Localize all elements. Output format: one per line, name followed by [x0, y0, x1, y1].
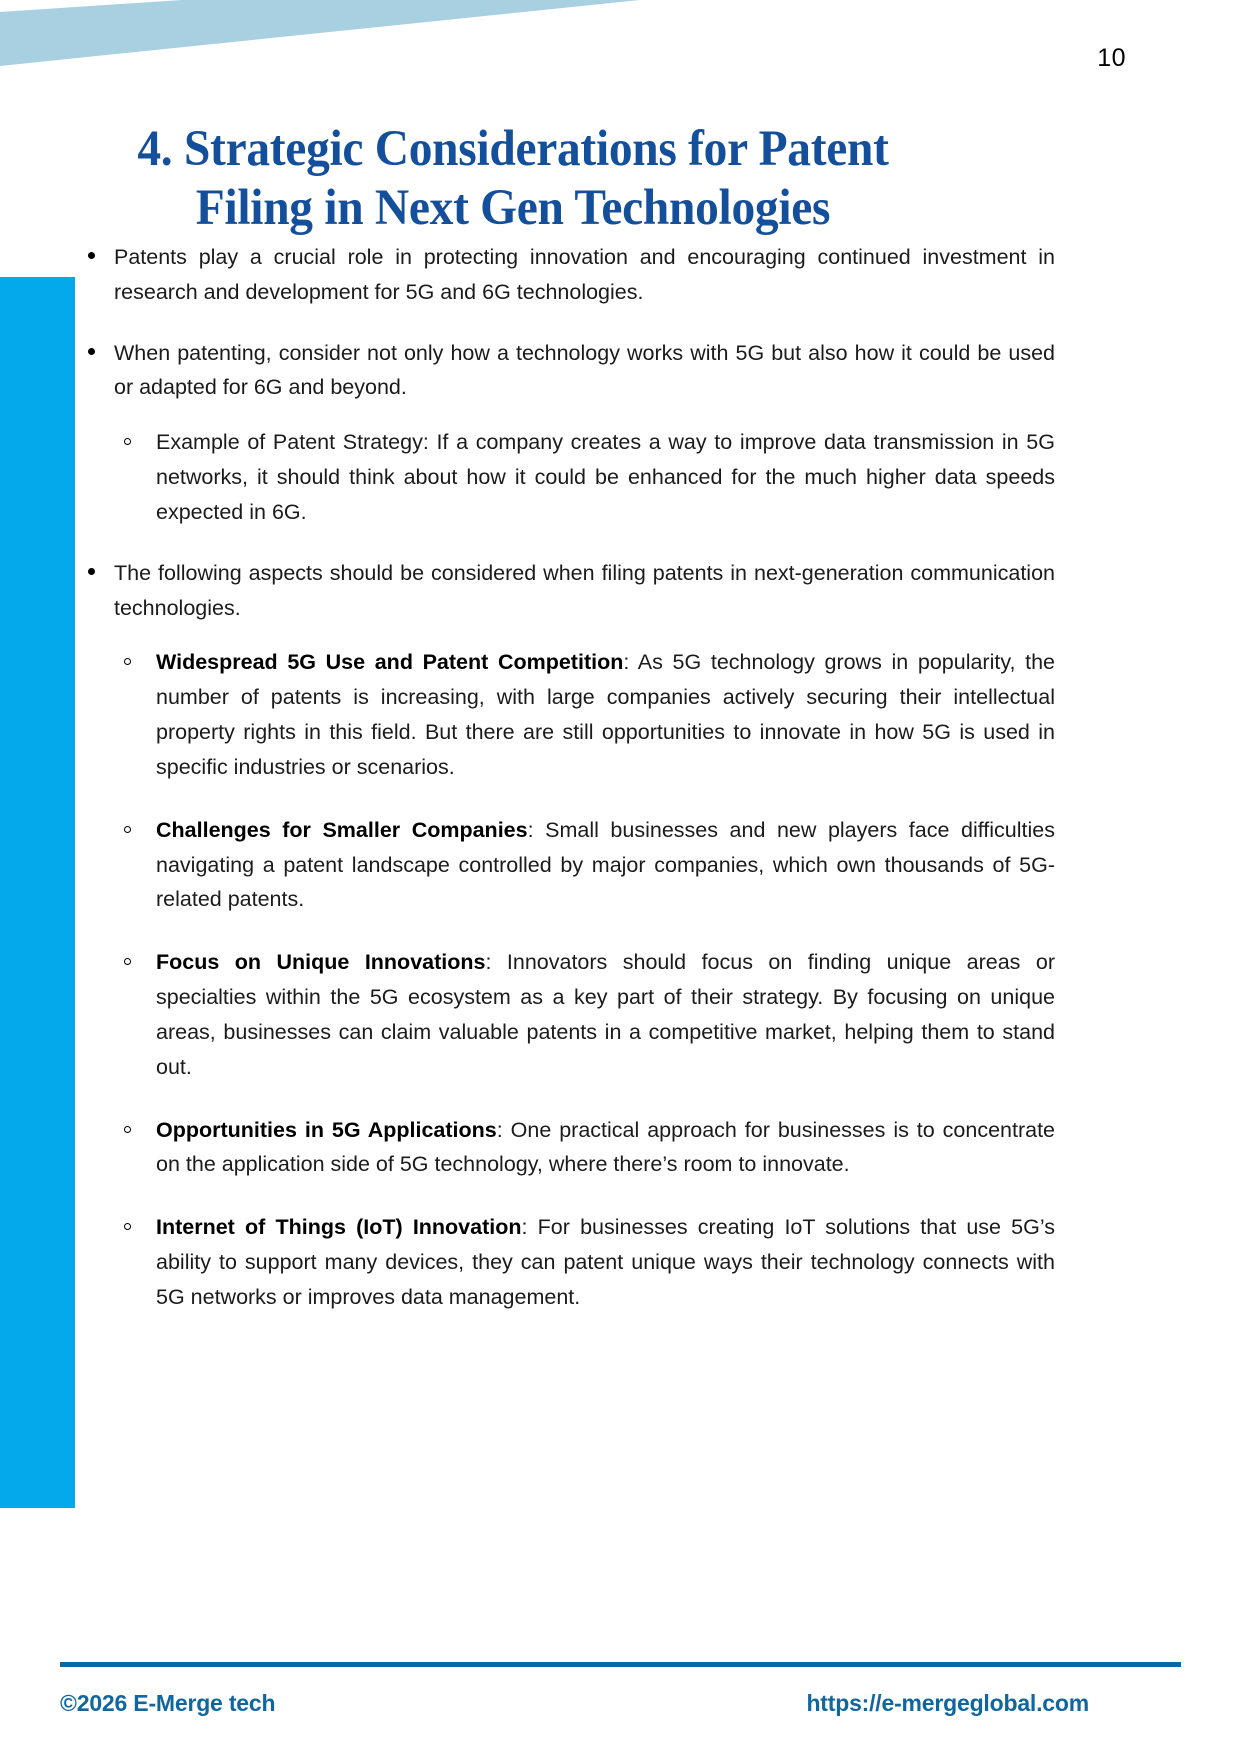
page-title — [48, 120, 978, 238]
list-item — [78, 556, 1055, 1315]
sub-bullet-lead: Focus on Unique Innovations — [156, 950, 486, 975]
list-item — [114, 1113, 1055, 1183]
sub-bullet-text — [156, 1210, 1055, 1314]
sub-bullet-body: : Small businesses and new players face difficulties navigating a patent landscape controlled by major companies, which own thousands of 5G-related patents. — [156, 817, 1055, 912]
bullet-circle-icon — [124, 958, 131, 965]
footer-copyright: ©2026 E-Merge tech — [60, 1690, 276, 1716]
bullet-text-1: Patents play a crucial role in protecting innovation and encouraging continued investment in research and development for 5G and 6G technologies. — [114, 245, 1055, 304]
bullet-text-3: The following aspects should be considered when filing patents in next-generation communication technologies. — [114, 560, 1055, 620]
page-number: 10 — [1097, 44, 1126, 72]
bullet-circle-icon — [124, 1223, 131, 1230]
footer-website-link[interactable]: https://e-mergeglobal.com — [806, 1690, 1089, 1716]
page-title-line-1: 4. Strategic Considerations for Patent — [137, 121, 889, 178]
list-item — [78, 240, 1055, 310]
bullet-circle-icon — [124, 826, 131, 833]
sub-bullet-text-example-strategy: Example of Patent Strategy: If a company creates a way to improve data transmission in 5G networks, it should think about how it could be enhanced for the much higher data speeds expected in 6G. — [156, 430, 1055, 524]
sub-bullet-lead: Internet of Things (IoT) Innovation — [156, 1215, 522, 1240]
corner-decoration-band — [0, 0, 640, 66]
bullet-circle-icon — [124, 658, 131, 665]
page-title-line-2: Filing in Next Gen Technologies — [195, 180, 831, 237]
sub-bullet-text — [156, 945, 1055, 1084]
left-accent-bar — [0, 277, 75, 1508]
bullet-disc-icon — [88, 568, 95, 575]
list-item — [114, 945, 1055, 1084]
list-item — [114, 645, 1055, 784]
list-item — [114, 425, 1055, 529]
sub-bullet-list-2 — [114, 645, 1055, 1314]
bullet-circle-icon — [124, 1126, 131, 1133]
sub-bullet-text — [156, 813, 1055, 917]
sub-bullet-lead: Opportunities in 5G Applications — [156, 1117, 497, 1142]
sub-bullet-body: : For businesses creating IoT solutions that use 5G’s ability to support many devices, they can patent unique ways their technology connects with 5G networks or improves data management. — [156, 1215, 1055, 1309]
list-item — [114, 813, 1055, 917]
sub-bullet-body: : One practical approach for businesses is to concentrate on the application side of 5G technology, where there’s room to innovate. — [156, 1117, 1056, 1177]
top-level-bullet-list — [78, 240, 1055, 1315]
bullet-disc-icon — [88, 348, 95, 355]
sub-bullet-lead: Challenges for Smaller Companies — [156, 817, 528, 842]
list-item — [78, 336, 1055, 530]
bullet-disc-icon — [88, 252, 95, 259]
sub-bullet-lead: Widespread 5G Use and Patent Competition — [156, 650, 624, 675]
page-footer — [60, 1690, 1181, 1717]
sub-bullet-list-1 — [114, 425, 1055, 529]
content-body — [78, 240, 1055, 1341]
sub-bullet-text — [156, 1113, 1055, 1183]
sub-bullet-body: : As 5G technology grows in popularity, the number of patents is increasing, with large companies actively securing their intellectual property rights in this field. But there are still opportunities to innovate in how 5G is used in specific industries or scenarios. — [156, 650, 1055, 779]
footer-divider — [60, 1662, 1181, 1667]
sub-bullet-text — [156, 645, 1055, 784]
list-item — [114, 1210, 1055, 1314]
bullet-text-2: When patenting, consider not only how a technology works with 5G but also how it could be used or adapted for 6G and beyond. — [114, 340, 1055, 400]
bullet-circle-icon — [124, 438, 131, 445]
sub-bullet-body: : Innovators should focus on finding unique areas or specialties within the 5G ecosystem as a key part of their strategy. By focusing on unique areas, businesses can claim valuable patents in a competitive market, helping them to stand out. — [156, 950, 1055, 1079]
